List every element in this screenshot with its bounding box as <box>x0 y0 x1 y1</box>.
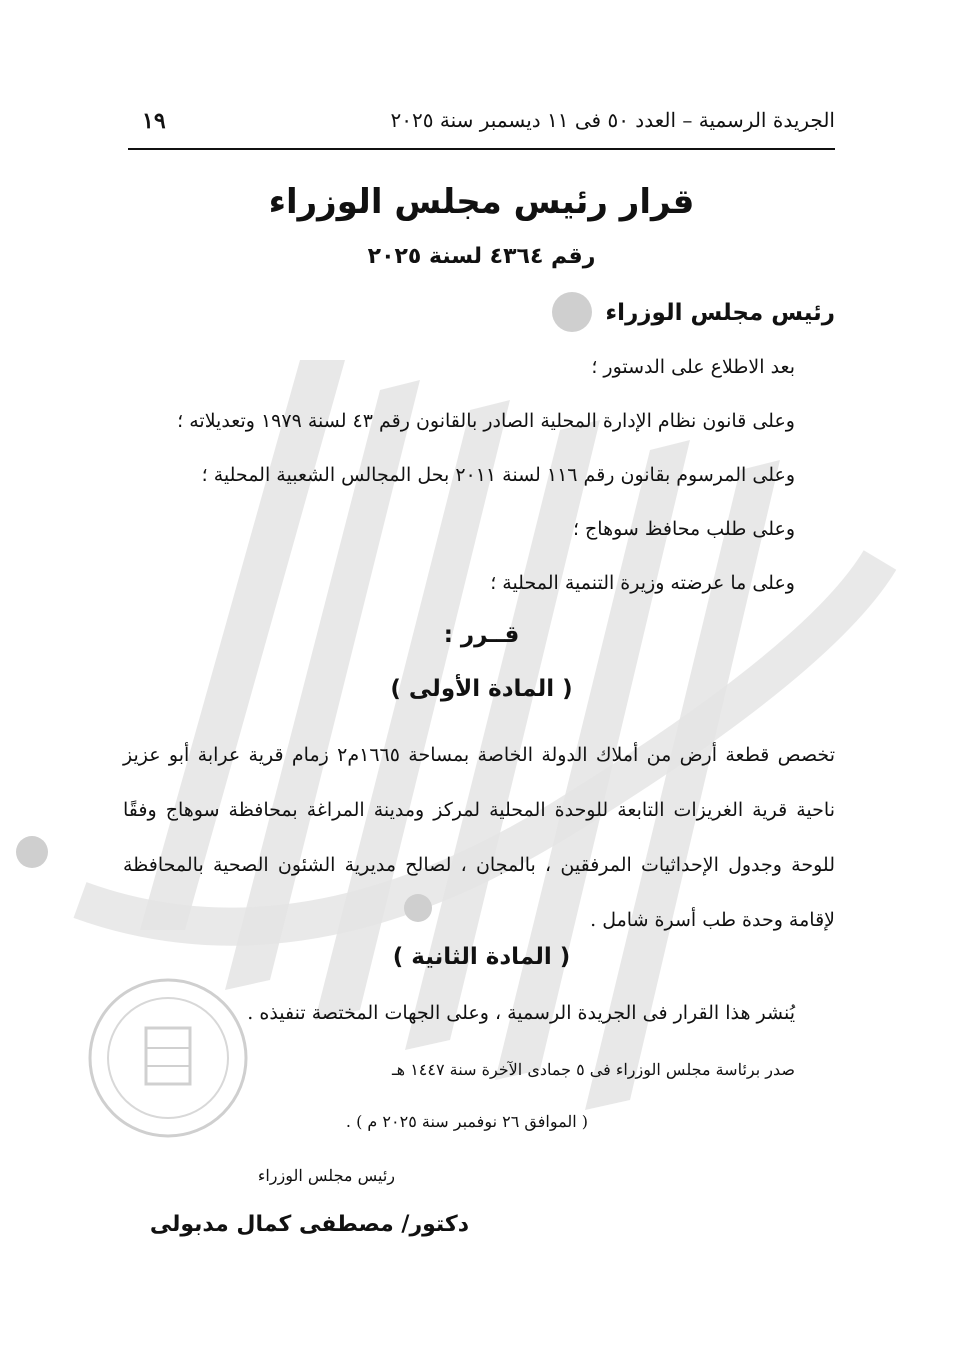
page-header <box>128 108 835 144</box>
decree-title: قرار رئيس مجلس الوزراء <box>268 182 695 222</box>
article-1-heading: ( المادة الأولى ) <box>390 676 573 702</box>
page-number: ١٩ <box>142 108 166 134</box>
article-1-body: تخصص قطعة أرض من أملاك الدولة الخاصة بمساحة ١٦٦٥م٢ زمام قرية عرابة أبو عزيز ناحية قرية الغريزات التابعة للوحدة المحلية لمركز ومدينة المراغة بمحافظة سوهاج وفقًا للوحة وجدول الإحداثيات المرفقين ، بالمجان ، لصالح مديرية الشئون الصحية بالمحافظة لإقامة وحدة طب أسرة شامل . <box>123 744 835 931</box>
article-2-body: يُنشر هذا القرار فى الجريدة الرسمية ، وعلى الجهات المختصة تنفيذه . <box>247 1002 795 1024</box>
decided-label: قــرر : <box>443 622 520 648</box>
recital-item: وعلى المرسوم بقانون رقم ١١٦ لسنة ٢٠١١ بحل المجالس الشعبية المحلية ؛ <box>201 464 795 486</box>
decree-number: رقم ٤٣٦٤ لسنة ٢٠٢٥ <box>367 244 596 269</box>
gazette-issue-line: الجريدة الرسمية – العدد ٥٠ فى ١١ ديسمبر سنة ٢٠٢٥ <box>390 108 835 132</box>
signatory-title: رئيس مجلس الوزراء <box>257 1166 395 1185</box>
article-2-heading: ( المادة الثانية ) <box>392 944 571 970</box>
issued-gregorian-date: ( الموافق ٢٦ نوفمبر سنة ٢٠٢٥ م ) . <box>345 1112 588 1131</box>
issuer-heading: رئيس مجلس الوزراء <box>605 300 835 326</box>
recital-item: بعد الاطلاع على الدستور ؛ <box>591 356 795 378</box>
signatory-name: دكتور/ مصطفى كمال مدبولى <box>149 1212 469 1237</box>
recital-item: وعلى طلب محافظ سوهاج ؛ <box>572 518 795 540</box>
recital-item: وعلى ما عرضته وزيرة التنمية المحلية ؛ <box>490 572 795 594</box>
issued-hijri-date: صدر برئاسة مجلس الوزراء فى ٥ جمادى الآخرة سنة ١٤٤٧ هـ <box>391 1060 795 1079</box>
recital-item: وعلى قانون نظام الإدارة المحلية الصادر بالقانون رقم ٤٣ لسنة ١٩٧٩ وتعديلاته ؛ <box>177 410 795 432</box>
header-divider <box>128 148 835 150</box>
